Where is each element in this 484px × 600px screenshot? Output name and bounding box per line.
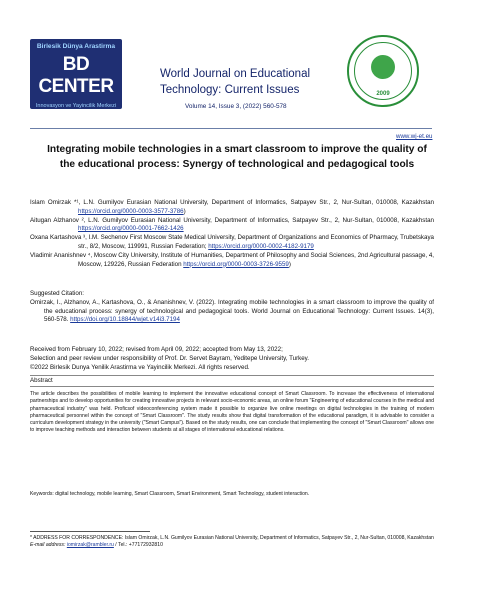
peer-review-note: Selection and peer review under responsibility of Prof. Dr. Servet Bayram, Yeditepe University, Turkey. (30, 354, 310, 362)
citation-text: Omirzak, I., Alzhanov, A., Kartashova, O., & Ananishnev, V. (2022). Integrating mobile technologies in a smart classroom to improve the quality of the educational process: synergy of technological and pedagogical tools. World Journal on Educational Technology: Current Issues. 14(3), 560-578. (30, 298, 434, 324)
author-tail: ) (288, 260, 291, 268)
footnote-divider (30, 531, 150, 532)
seal-year: 2009 (376, 91, 390, 97)
phone-number: / Tel.: +77172932810 (113, 542, 163, 548)
author-affiliation: Islam Omirzak *¹, L.N. Gumilyov Eurasian National University, Department of Informatics, Satpayev Str., 2, Nur-Sultan, 010008, Kazakhstan (30, 199, 434, 206)
journal-title: World Journal on Educational Technology: Current Issues (160, 68, 311, 96)
abstract-top-divider (30, 375, 434, 376)
logo-bottom-text: Innovasyon ve Yayincilik Merkezi (35, 103, 117, 109)
author-list (30, 199, 434, 269)
abstract-heading: Abstract (30, 377, 53, 384)
paper-title: Integrating mobile technologies in a smart classroom to improve the quality of the educational process: Synergy of technological and pedagogical tools (47, 144, 427, 170)
author-entry (30, 234, 434, 252)
publication-history (30, 346, 434, 372)
abstract-heading-divider (30, 386, 434, 387)
received-dates: Received from February 10, 2022; revised from April 09, 2022; accepted from May 13, 2022; (30, 346, 283, 353)
orcid-link[interactable]: https://orcid.org/0000-0001-7662-1426 (78, 225, 184, 233)
journal-seal-logo (347, 35, 419, 107)
author-entry (30, 252, 434, 270)
author-tail: ) (183, 207, 186, 215)
logo-main-text: BD CENTER (38, 54, 114, 97)
globe-icon (371, 55, 395, 79)
suggested-citation (30, 290, 434, 325)
keywords: Keywords: digital technology, mobile learning, Smart Classroom, Smart Environment, Smart Technology, student interaction. (30, 491, 310, 497)
correspondence-contact (30, 542, 434, 549)
abstract-text: The article describes the possibilities of mobile learning to implement the innovative educational concept of Smart Classroom. To increase the effectiveness of international partnerships and to develop opportunities for creating innovative projects in relevant socio-economic areas, an online forum "Engineering of educational courses in the medical and pharmaceutical industry" was held. Proficsof videoconferencing system made it possible to organize live online meetings on digital technologies in the training of modern pharmaceutical personnel within the concept of "Smart Classroom". The study results show that digital transformation of the educational paradigm, it is advisable to consider a curriculum development strategy in the university ("Smart Campus"). Based on the study results, one can conclude that implementing the concept of "Smart Classroom" allows one to improve teaching methods and interaction between students at all stages of international educational relations. (30, 391, 434, 434)
journal-volume: Volume 14, Issue 3, (2022) 560-578 (185, 103, 287, 110)
citation-label: Suggested Citation: (30, 290, 85, 297)
header-divider (30, 128, 432, 129)
author-affiliation: Aitugan Alzhanov ², L.N. Gumilyov Eurasian National University, Department of Informatics, Satpayev Str., 2, Nur-Sultan, 010008, Kazakhstan (30, 216, 434, 224)
email-link[interactable]: iomirzak@rambler.ru (66, 542, 114, 548)
citation-body (30, 299, 434, 325)
publisher-logo (30, 39, 122, 109)
journal-url-link[interactable]: www.wj-et.eu (396, 133, 433, 140)
email-label: E-mail address: (30, 542, 67, 548)
author-affiliation: Vladimir Ananishnev ⁴, Moscow City University, Institute of Humanities, Department of Philosophy and Social Sciences, 2nd Agricultural passage, 4, Moscow, 129226, Russian Federation (30, 251, 434, 268)
author-affiliation: Oxana Kartashova ³, I.M. Sechenov First Moscow State Medical University, Department of Organizations and Economics of Pharmacy, Trubetskaya str., 8/2, Moscow, 119991, Russian Federation; (30, 234, 434, 250)
doi-link[interactable]: https://doi.org/10.18844/wjet.v14i3.7194 (70, 316, 180, 324)
correspondence-footnote (30, 535, 434, 549)
copyright-notice: ©2022 Birlesik Dunya Yenilik Arastirma ve Yayincilik Merkezi. All rights reserved. (30, 363, 250, 371)
correspondence-address: * ADDRESS FOR CORRESPONDENCE: Islam Omirzak, L.N. Gumilyov Eurasian National University, Department of Informatics, Satpayev Str., 2, Nur-Sultan, 010008, Kazakhstan (30, 535, 434, 541)
logo-top-text: Birlesik Dünya Arastirma (36, 43, 116, 50)
orcid-link[interactable]: https://orcid.org/0000-0003-3577-3786 (78, 207, 184, 215)
author-entry (30, 199, 434, 217)
orcid-link[interactable]: https://orcid.org/0000-0003-3726-9559 (183, 260, 289, 268)
orcid-link[interactable]: https://orcid.org/0000-0002-4182-9179 (208, 242, 314, 250)
author-entry (30, 217, 434, 235)
